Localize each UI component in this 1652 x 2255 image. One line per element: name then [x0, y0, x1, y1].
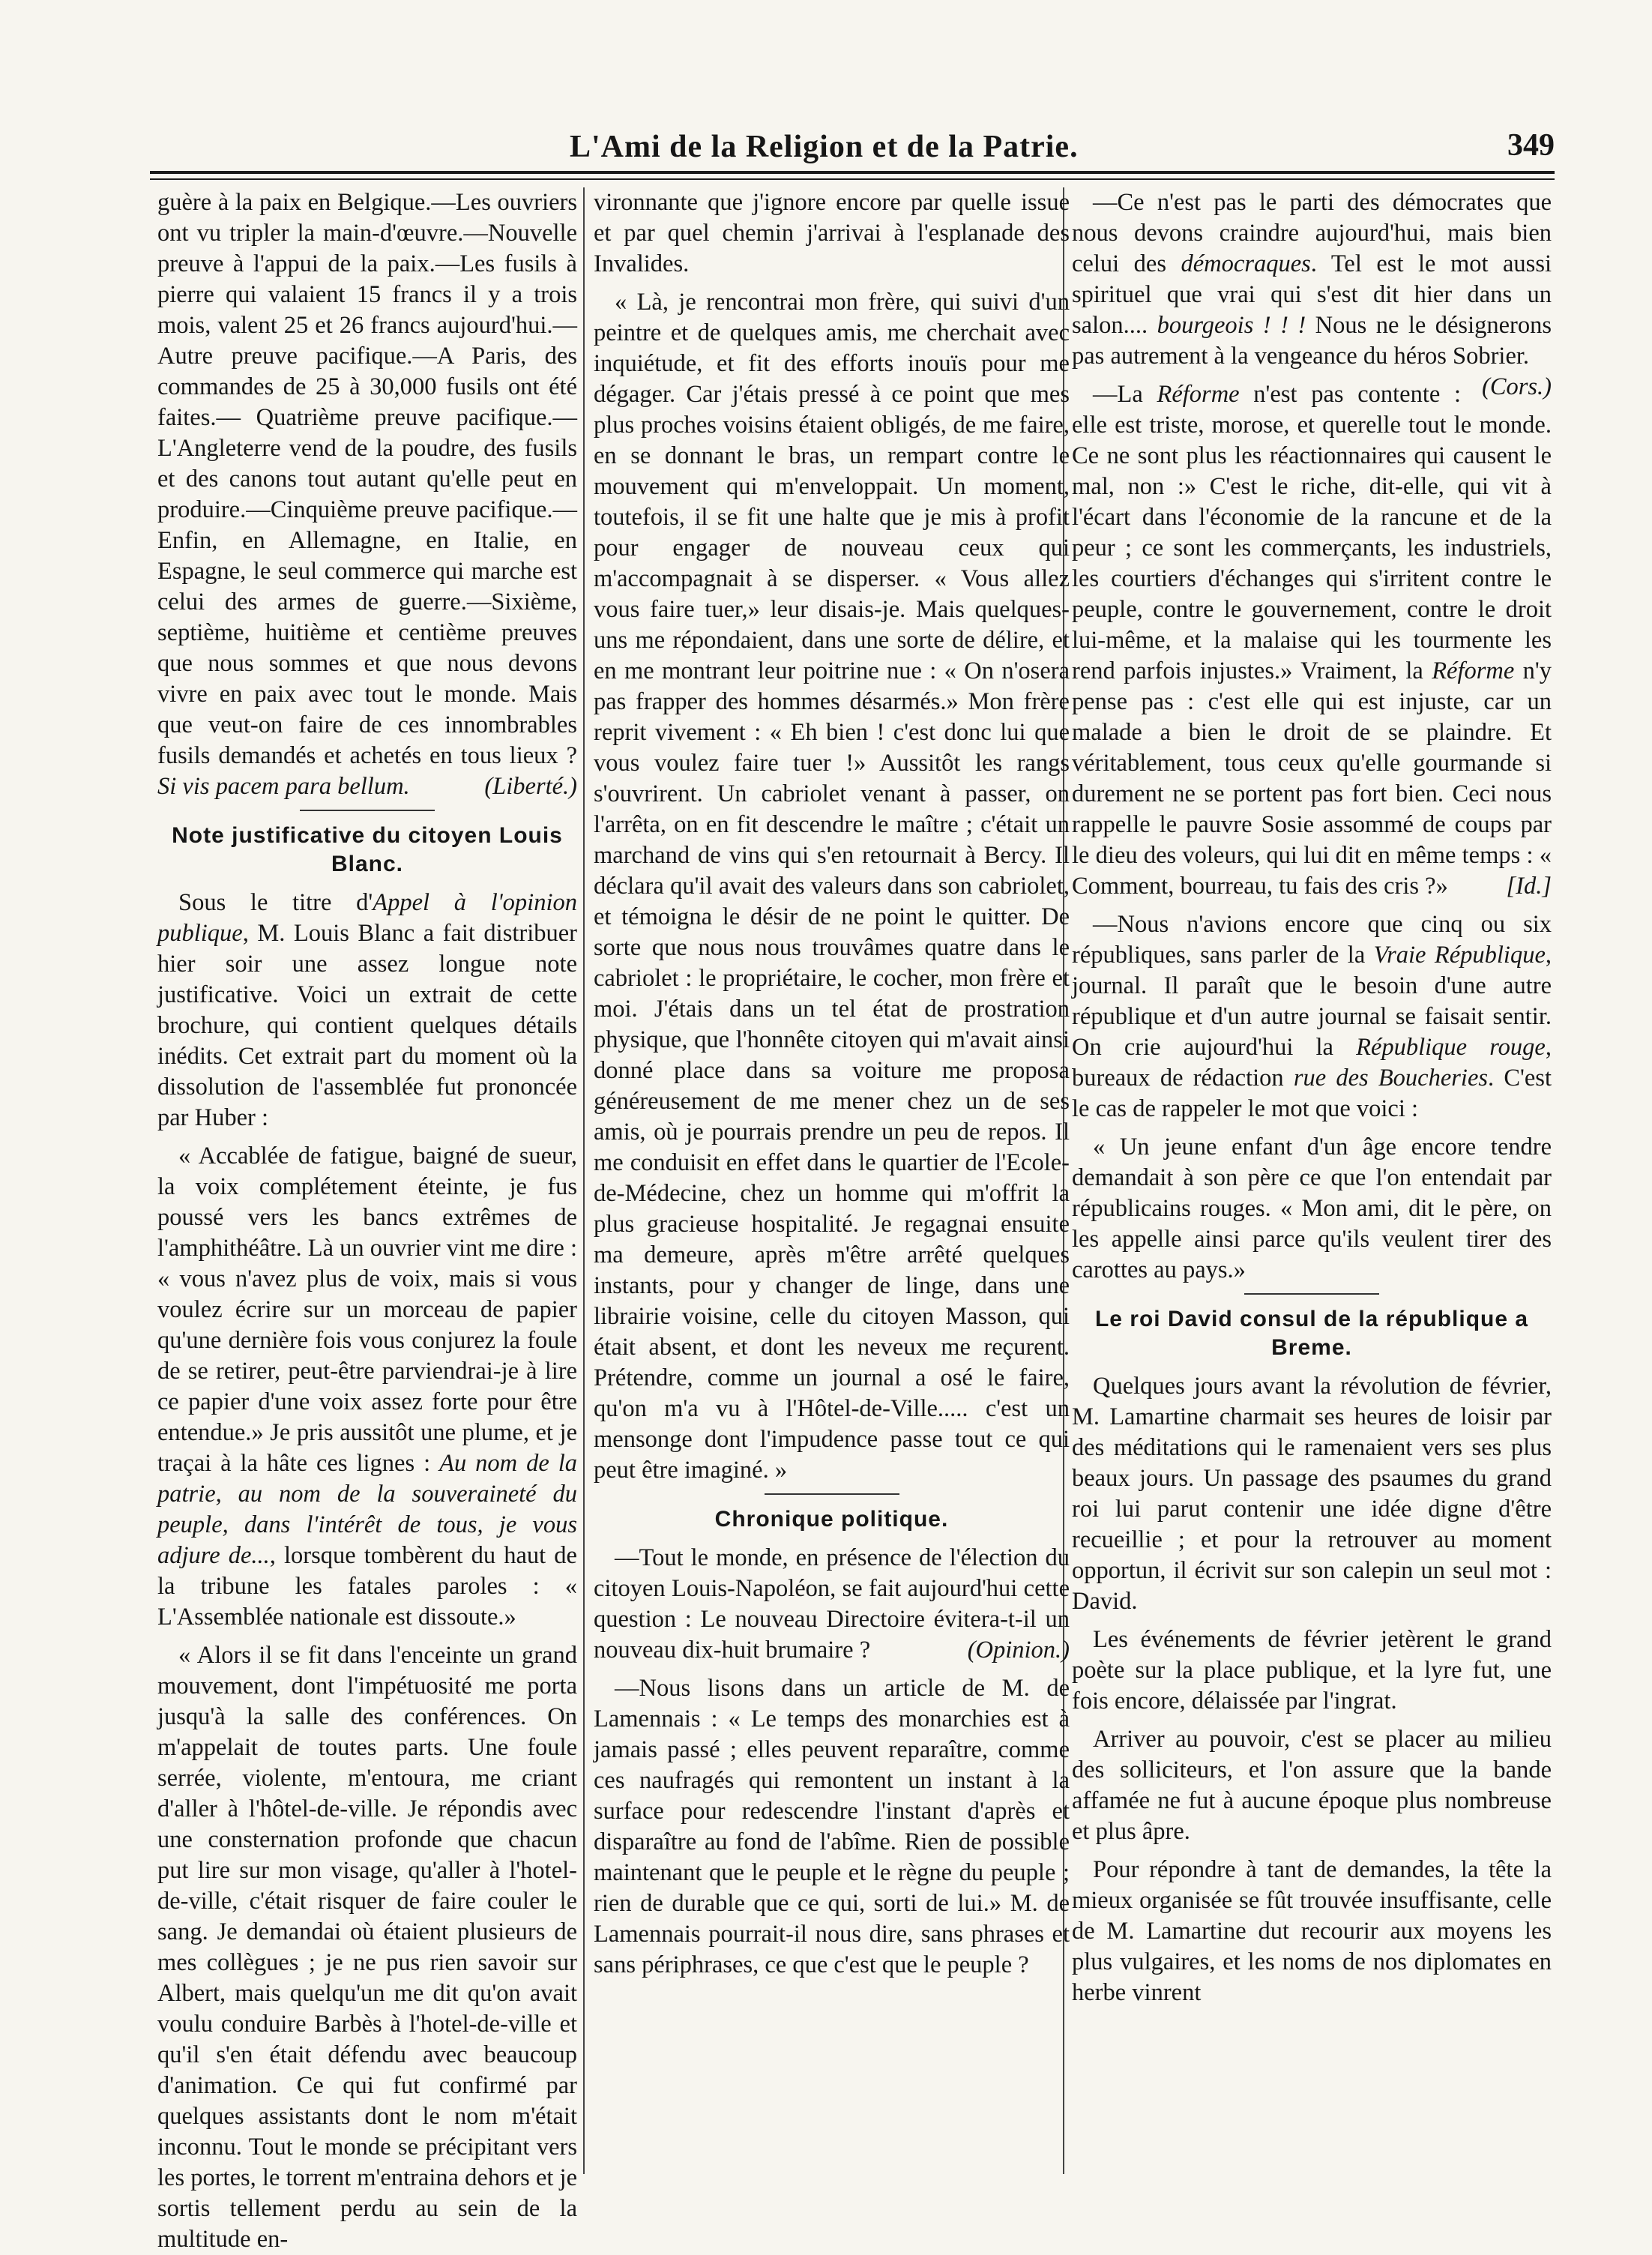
header-rule-thick [150, 171, 1555, 174]
article-paragraph: « Accablée de fatigue, baigné de sueur, la voix complétement éteinte, je fus poussé vers les bancs extrêmes de l'amphithéâtre. Là un ouvrier vint me dire : « vous n'avez plus de voix, mais si vous voulez écrire sur un morceau de papier qu'une dernière fois vous conjurez la foule de se retirer, peut-être parviendrai-je à lire ce papier d'une voix assez forte pour être entendue.» Je pris aussitôt une plume, et je traçai à la hâte ces lignes : Au nom de la patrie, au nom de la souveraineté du peuple, dans l'intérêt de tous, je vous adjure de..., lorsque tombèrent du haut de la tribune les fatales paroles : « L'Assemblée nationale est dissoute.» [157, 1142, 578, 1631]
page-header [150, 126, 1555, 163]
latin-quote: Si vis pacem para bellum. [157, 773, 410, 800]
section-divider [765, 1493, 899, 1495]
article-paragraph: Sous le titre d'Appel à l'opinion publique, M. Louis Blanc a fait distribuer hier soir une assez longue note justificative. Voici un extrait de cette brochure, qui contient quelques détails inédits. Cet extrait part du moment où la dissolution de l'assemblée fut prononcée par Huber : [157, 889, 577, 1131]
article-paragraph: Arriver au pouvoir, c'est se placer au milieu des solliciteurs, et l'on assure que la bande affamée ne fut à aucune époque plus nombreuse et plus âpre. [1072, 1726, 1552, 1845]
article-paragraph: Quelques jours avant la révolution de février, M. Lamartine charmait ses heures de loisir par des méditations qui le ramenaient vers ses plus beaux jours. Un passage des psaumes du grand roi lui parut contenir une idée digne d'être recueillie ; et pour la retrouver au moment opportun, il écrivit sur son calepin un seul mot : David. [1072, 1373, 1552, 1615]
source-citation: (Cors.) [1482, 373, 1552, 400]
article-paragraph: —Nous lisons dans un article de M. de Lamennais : « Le temps des monarchies est à jamais passé ; elles peuvent reparaître, comme ces naufragés qui remontent un instant à la surface pour redescendre l'instant d'après et disparaître au fond de l'abîme. Rien de possible maintenant que le peuple et le règne du peuple ; rien de durable que ce qui, sorti de lui.» M. de Lamennais pourrait-il nous dire, sans phrases et sans périphrases, ce que c'est que le peuple ? [594, 1675, 1070, 1978]
article-paragraph: vironnante que j'ignore encore par quelle issue et par quel chemin j'arrivai à l'esplanade des Invalides. [594, 189, 1070, 277]
brochure-title: Appel à l'opinion publique [157, 889, 577, 947]
source-citation: (Opinion.) [967, 1637, 1070, 1664]
source-citation: (Liberté.) [484, 773, 577, 800]
source-citation: [Id.] [1506, 873, 1552, 900]
article-paragraph: Pour répondre à tant de demandes, la tête la mieux organisée se fût trouvée insuffisante, celle de M. Lamartine dut recourir aux moyens les plus vulgaires, et les noms de nos diplomates en herbe vinrent [1072, 1856, 1552, 2006]
note-quote: Au nom de la patrie, au nom de la souveraineté du peuple, dans l'intérêt de tous, je vous adjure de... [157, 1450, 578, 1569]
article-paragraph: —Nous n'avions encore que cinq ou six républiques, sans parler de la Vraie République, journal. Il paraît que le besoin d'une autre république et d'un autre journal se faisait sentir. On crie aujourd'hui la République rouge, bureaux de rédaction rue des Boucheries. C'est le cas de rappeler le mot que voici : [1072, 911, 1552, 1122]
journal-title: L'Ami de la Religion et de la Patrie. [570, 130, 1079, 164]
column-2 [594, 187, 1070, 2174]
article-paragraph: « Là, je rencontrai mon frère, qui suivi d'un peintre et de quelques amis, me cherchait avec inquiétude, et fit des efforts inouïs pour me dégager. Car j'étais pressé à ce point que mes plus proches voisins étaient obligés, de me faire, en se donnant le bras, un rempart contre le mouvement qui m'enveloppait. Un moment, toutefois, il se fit une halte que je mis à profit pour engager de nouveau ceux qui m'accompagnait à se disperser. « Vous allez vous faire tuer,» leur disais-je. Mais quelques-uns me répondaient, dans une sorte de délire, et en me montrant leur poitrine nue : « On n'osera pas frapper des hommes désarmés.» Mon frère reprit vivement : « Eh bien ! c'est donc lui que vous voulez faire tuer !» Aussitôt les rangs s'ouvrirent. Un cabriolet venant à passer, on l'arrêta, on en fit descendre le maître ; c'était un marchand de vins qui s'en retournait à Bercy. Il déclara qu'il avait des valeurs dans son cabriolet, et témoigna le désir de ne point le quitter. De sorte que nous nous trouvâmes quatre dans le cabriolet : le propriétaire, le cocher, mon frère et moi. J'étais dans un tel état de prostration physique, que l'honnête citoyen qui m'avait ainsi donné place dans sa voiture me proposa généreusement de me mener chez un de ses amis, où je pourrais prendre un peu de repos. Il me conduisit en effet dans le quartier de l'Ecole-de-Médecine, chez un homme qui m'offrit la plus gracieuse hospitalité. Je regagnai ensuite ma demeure, après m'être arrêté quelques instants, pour y changer de linge, dans une librairie voisine, celle du citoyen Masson, qui était absent, et dont les neveux me reçurent. Prétendre, comme un journal a osé le faire, qu'on m'a vu à l'Hôtel-de-Ville..... c'est un mensonge dont l'impudence passe tout ce qui peut être imaginé. » [594, 289, 1070, 1484]
page-number: 349 [1507, 128, 1555, 163]
header-rule-thin [150, 178, 1555, 180]
column-1 [157, 187, 578, 2253]
article-paragraph: guère à la paix en Belgique.—Les ouvriers ont vu tripler la main-d'œuvre.—Nouvelle preuve à l'appui de la paix.—Les fusils à pierre qui valaient 15 francs il y a trois mois, valent 25 et 26 francs aujourd'hui.—Autre preuve pacifique.—A Paris, des commandes de 25 à 30,000 fusils ont été faites.— Quatrième preuve pacifique.—L'Angleterre vend de la poudre, des fusils et des canons tout autant qu'elle peut en produire.—Cinquième preuve pacifique.—Enfin, en Allemagne, en Italie, en Espagne, le seul commerce qui marche est celui des armes de guerre.—Sixième, septième, huitième et centième preuves que nous sommes et que nous devons vivre en paix avec tout le monde. Mais que veut-on faire de ces innombrables fusils demandés et achetés en tous lieux ? Si vis pacem para bellum. (Liberté.) [157, 187, 577, 802]
column-divider-1 [583, 187, 585, 2174]
article-paragraph: —La Réforme n'est pas contente : elle est triste, morose, et querelle tout le monde. Ce ne sont plus les réactionnaires qui causent le mal, non :» C'est le riche, dit-elle, qui vit à l'écart dans l'économie de la rancune et de la peur ; ce sont les commerçants, les industriels, les courtiers d'échanges qui s'irritent contre le peuple, contre le gouvernement, contre le droit lui-même, et la malaise qui les tourmente les rend parfois injustes.» Vraiment, la Réforme n'y pense pas : c'est elle qui est injuste, car un malade a bien le droit de se plaindre. Et véritablement, tous ceux qu'elle gourmande si durement ne se portent pas fort bien. Ceci nous rappelle le pauvre Sosie assommé de coups par le dieu des voleurs, qui lui dit en même temps : « Comment, bourreau, tu fais des cris ?» [Id.] [1072, 379, 1552, 902]
heading-chronique-politique: Chronique politique. [714, 1507, 949, 1532]
section-divider [300, 810, 435, 811]
heading-louis-blanc: Note justificative du citoyen Louis Blanc. [172, 823, 563, 876]
article-paragraph: —Ce n'est pas le parti des démocrates que nous devons craindre aujourd'hui, mais bien celui des démocraques. Tel est le mot aussi spirituel que vrai qui s'est dit hier dans un salon.... bourgeois ! ! ! Nous ne le désignerons pas autrement à la vengeance du héros Sobrier. (Cors.) [1072, 187, 1552, 372]
article-paragraph: « Alors il se fit dans l'enceinte un grand mouvement, dont l'impétuosité me porta jusqu'à la salle des conférences. On m'appelait de toutes parts. Une foule serrée, violente, m'entoura, me criant d'aller à l'hôtel-de-ville. Je répondis avec une consternation profonde que chacun put lire sur mon visage, qu'aller à l'hotel-de-ville, c'était risquer de faire couler le sang. Je demandai où étaient plusieurs de mes collègues ; je ne pus rien savoir sur Albert, mais quelqu'un me dit qu'on avait voulu conduire Barbès à l'hotel-de-ville et qu'il s'en était défendu avec beaucoup d'animation. Ce qui fut confirmé par quelques assistants dont le nom m'était inconnu. Tout le monde se précipitant vers les portes, le torrent m'entraina dehors et je sortis tellement perdu au sein de la multitude en- [157, 1642, 577, 2253]
article-paragraph: Les événements de février jetèrent le grand poète sur la place publique, et la lyre fut, une fois encore, délaissée par l'ingrat. [1072, 1626, 1552, 1714]
heading-roi-david: Le roi David consul de la république a Breme. [1094, 1307, 1529, 1360]
article-paragraph: —Tout le monde, en présence de l'élection du citoyen Louis-Napoléon, se fait aujourd'hui cette question : Le nouveau Directoire évitera-t-il un nouveau dix-huit brumaire ? (Opinion.) [594, 1543, 1070, 1666]
column-3 [1072, 187, 1552, 2174]
section-divider [1244, 1293, 1379, 1295]
article-paragraph: « Un jeune enfant d'un âge encore tendre demandait à son père ce que l'on entendait par républicains rouges. « Mon ami, dit le père, on les appelle ainsi parce qu'ils veulent tirer des carottes au pays.» [1072, 1133, 1552, 1283]
